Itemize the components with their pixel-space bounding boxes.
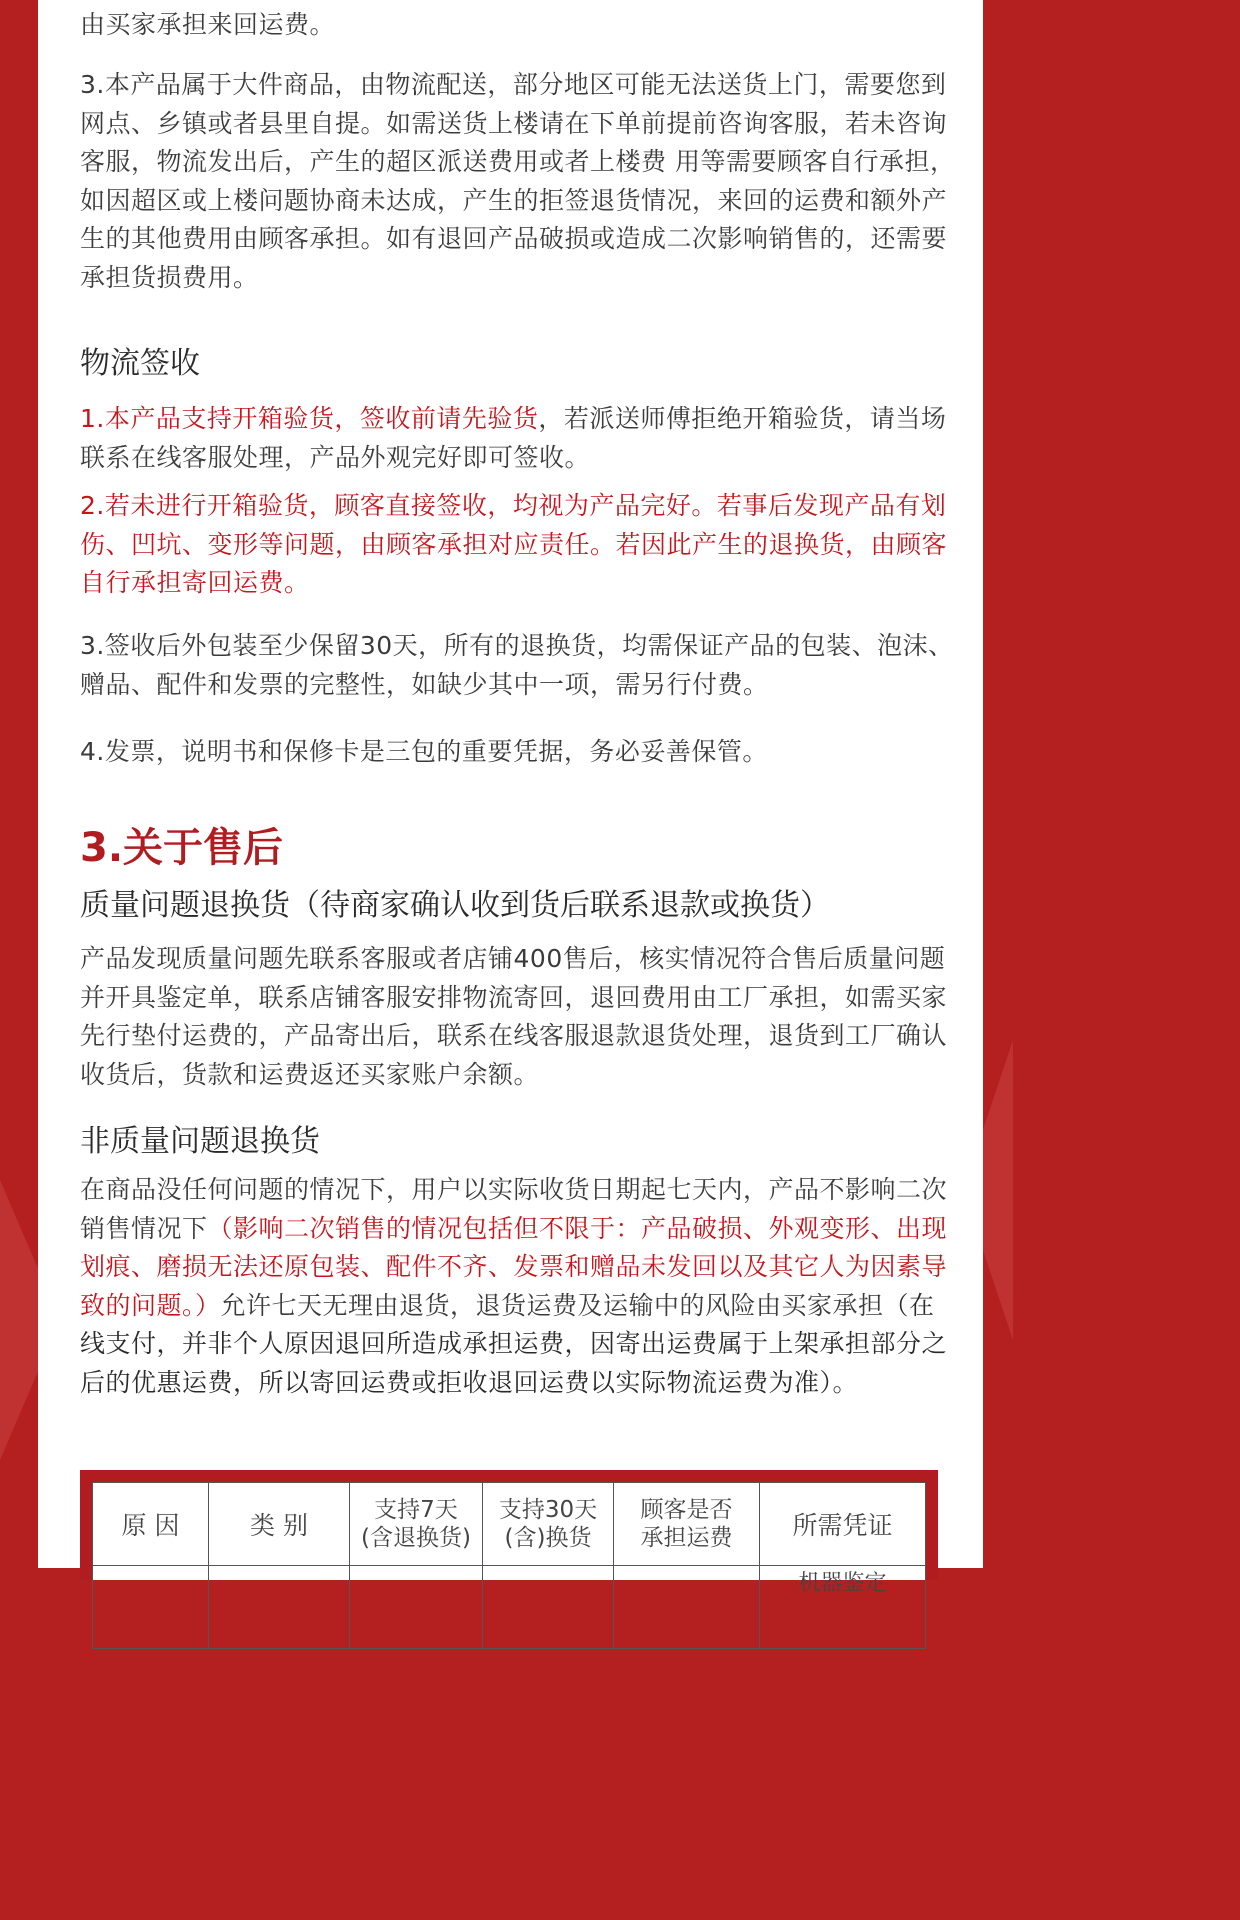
quality-title: 质量问题退换货（待商家确认收到货后联系退款或换货） bbox=[80, 888, 830, 923]
table-header bbox=[614, 1483, 760, 1566]
nonquality-text-wrap bbox=[80, 1171, 960, 1402]
header-line: 承担运费 bbox=[640, 1525, 733, 1551]
logistics-item-4 bbox=[80, 733, 960, 772]
header-line: 支持30天 bbox=[498, 1497, 598, 1523]
logistics-section bbox=[80, 344, 960, 384]
header-line: 支持7天 bbox=[374, 1497, 458, 1523]
paragraph bbox=[80, 400, 960, 477]
nonquality-title-wrap bbox=[80, 1122, 960, 1162]
text: 在商品没任何问题的情况下，用户以实际收货日期起七天内，产品不影响二次销售情况下 bbox=[80, 1175, 948, 1243]
table-cell: 机器鉴定 bbox=[760, 1566, 926, 1649]
table-header bbox=[483, 1483, 614, 1566]
text: ，若派送师傅拒绝开箱验货，请当场联系在线客服处理，产品外观完好即可签收。 bbox=[80, 404, 947, 472]
paragraph bbox=[80, 1171, 960, 1402]
logistics-item-3 bbox=[80, 627, 960, 704]
paragraph: 3.签收后外包装至少保留30天，所有的退换货，均需保证产品的包装、泡沫、赠品、配件和发票的完整性，如缺少其中一项，需另行付费。 bbox=[80, 631, 954, 699]
paragraph: 产品发现质量问题先联系客服或者店铺400售后，核实情况符合售后质量问题并开具鉴定单，联系店铺客服安排物流寄回，退回费用由工厂承担，如需买家先行垫付运费的，产品寄出后，联系在线客服退款退货处理，退货到工厂确认收货后，货款和运费返还买家账户余额。 bbox=[80, 944, 948, 1089]
logistics-item-2 bbox=[80, 487, 960, 603]
top-fragment bbox=[80, 6, 960, 45]
logistics-item-1 bbox=[80, 400, 960, 477]
highlight-text: （影响二次销售的情况包括但不限于：产品破损、外观变形、出现划痕、磨损无法还原包装、配件不齐、发票和赠品未发回以及其它人为因素导致的问题。） bbox=[80, 1213, 948, 1320]
table-cell bbox=[483, 1566, 614, 1649]
after-sales-table bbox=[80, 1470, 938, 1596]
table-cell bbox=[614, 1566, 760, 1649]
text: 。 bbox=[832, 1367, 859, 1397]
table-header-row bbox=[93, 1483, 926, 1566]
section-title: 3.关于售后 bbox=[80, 825, 284, 871]
paragraph: 由买家承担来回运费。 bbox=[80, 10, 336, 39]
text: 允许七天无理由退货，退货运费及运输中的风险由买家承担 bbox=[220, 1290, 884, 1320]
after-sales-section bbox=[80, 823, 960, 873]
logistics-title: 物流签收 bbox=[80, 346, 200, 381]
header-line: (含退换货) bbox=[361, 1525, 471, 1551]
paragraph: 4.发票，说明书和保修卡是三包的重要凭据，务必妥善保管。 bbox=[80, 737, 768, 766]
highlight-text: 1.本产品支持开箱验货，签收前请先验货 bbox=[80, 404, 539, 433]
table-header bbox=[350, 1483, 483, 1566]
paragraph: 2.若未进行开箱验货，顾客直接签收，均视为产品完好。若事后发现产品有划伤、凹坑、变形等问题，由顾客承担对应责任。若因此产生的退换货，由顾客自行承担寄回运费。 bbox=[80, 491, 948, 597]
page-content bbox=[38, 0, 983, 1596]
text: （在线支付，并非个人原因退回所造成承担运费，因寄出运费属于上架承担部分之后的优惠运费，所以寄回运费或拒收退回运费以实际物流运费为准） bbox=[80, 1290, 948, 1397]
nonquality-title: 非质量问题退换货 bbox=[80, 1124, 320, 1159]
table-cell bbox=[350, 1566, 483, 1649]
table-header: 类 别 bbox=[209, 1483, 350, 1566]
table-cell bbox=[93, 1566, 209, 1649]
table bbox=[92, 1482, 926, 1649]
table-row bbox=[93, 1566, 926, 1649]
large-item-notice bbox=[80, 66, 960, 297]
quality-text-wrap bbox=[80, 940, 960, 1094]
quality-title-wrap bbox=[80, 886, 960, 926]
header-line: 顾客是否 bbox=[640, 1497, 733, 1523]
table-header: 原 因 bbox=[93, 1483, 209, 1566]
table-header: 所需凭证 bbox=[760, 1483, 926, 1566]
table-cell bbox=[209, 1566, 350, 1649]
paragraph: 3.本产品属于大件商品，由物流配送，部分地区可能无法送货上门，需要您到网点、乡镇或者县里自提。如需送货上楼请在下单前提前咨询客服，若未咨询客服，物流发出后，产生的超区派送费用或者上楼费 用等需要顾客自行承担，如因超区或上楼问题协商未达成，产生的拒签退货情况，来回的运费和额外产生的其他费用由顾客承担。如有退回产品破损或造成二次影响销售的，还需要承担货损费用。 bbox=[80, 70, 956, 292]
header-line: (含)换货 bbox=[504, 1525, 592, 1551]
